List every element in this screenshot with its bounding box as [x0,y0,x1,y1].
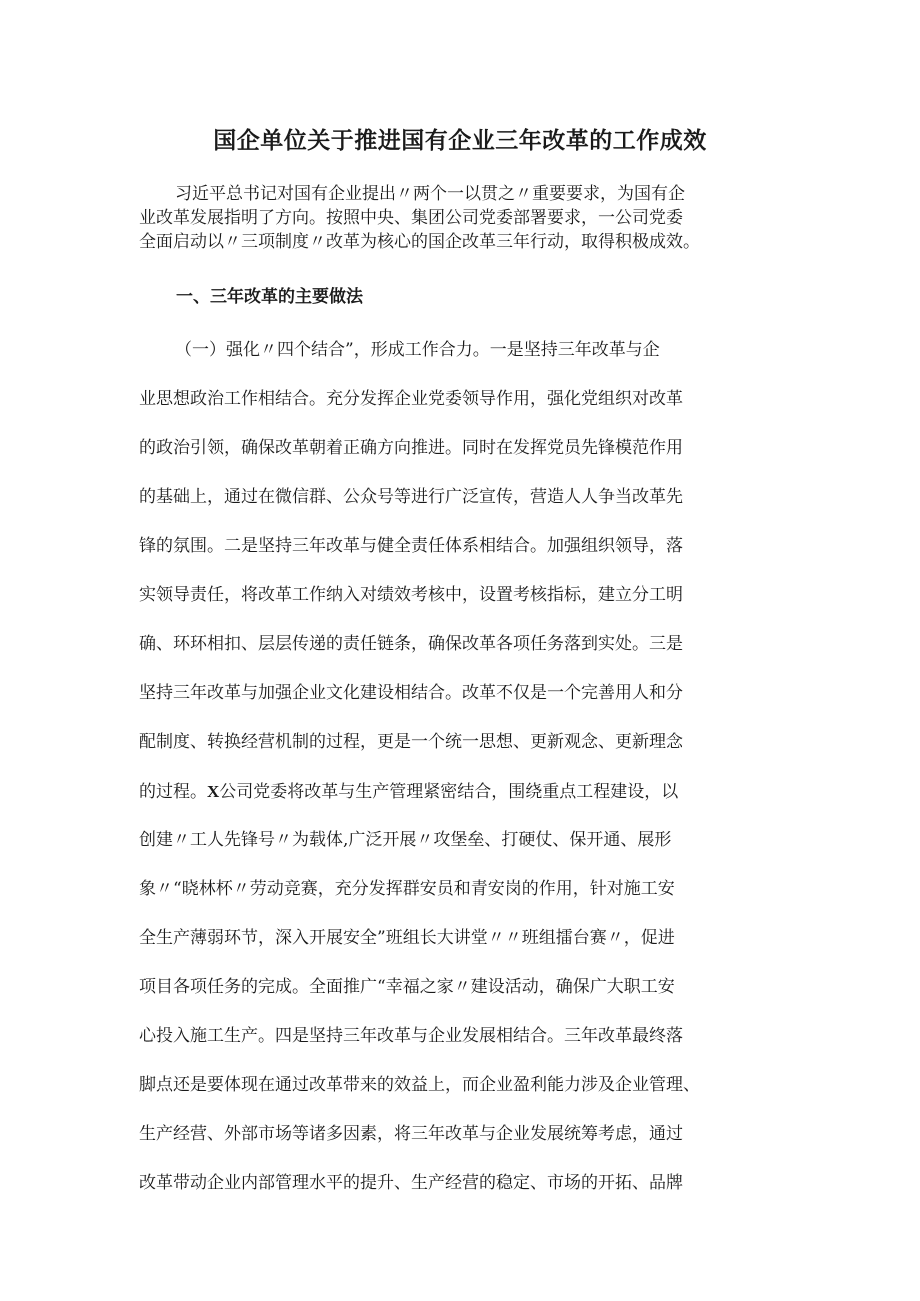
intro-line: 习近平总书记对国有企业提出〃两个一以贯之〃重要要求，为国有企 [175,184,685,204]
body-line: 的政治引领，确保改革朝着正确方向推进。同时在发挥党员先锋模范作用 [139,438,683,458]
body-line: 业思想政治工作相结合。充分发挥企业党委领导作用，强化党组织对改革 [139,389,683,409]
intro-line: 业改革发展指明了方向。按照中央、集团公司党委部署要求，一公司党委 [139,208,683,228]
body-line-mixed [139,767,811,816]
body-line: 项目各项任务的完成。全面推广“幸福之家〃建设活动，确保广大职工安 [139,977,675,997]
body-line: （一）强化〃四个结合”，形成工作合力。一是坚持三年改革与企 [175,340,660,360]
body-line: 心投入施工生产。四是坚持三年改革与企业发展相结合。三年改革最终落 [139,1026,683,1046]
intro-paragraph [139,182,799,254]
body-line: 生产经营、外部市场等诸多因素，将三年改革与企业发展统筹考虑，通过 [139,1124,683,1144]
body-line: 全生产薄弱环节，深入开展安全”班组长大讲堂〃〃班组擂台赛〃，促进 [139,928,675,948]
body-line-part: 的过程。 [139,782,207,802]
body-line: 坚持三年改革与加强企业文化建设相结合。改革不仅是一个完善用人和分 [139,683,683,703]
body-line: 确、环环相扣、层层传递的责任链条，确保改革各项任务落到实处。三是 [139,634,683,654]
body-paragraph [139,326,811,1208]
body-line: 配制度、转换经营机制的过程，更是一个统一思想、更新观念、更新理念 [139,732,683,752]
body-line: 实领导责任，将改革工作纳入对绩效考核中，设置考核指标，建立分工明 [139,585,683,605]
company-initial: X [207,782,220,801]
body-line: 的基础上，通过在微信群、公众号等进行广泛宣传，营造人人争当改革先 [139,487,683,507]
body-line: 改革带动企业内部管理水平的提升、生产经营的稳定、市场的开拓、品牌 [139,1173,683,1193]
body-line: 创建〃工人先锋号〃为载体,广泛开展〃攻堡垒、打硬仗、保开通、展形 [139,830,672,850]
body-line: 脚点还是要体现在通过改革带来的效益上，而企业盈利能力涉及企业管理、 [139,1075,700,1095]
document-title: 国企单位关于推进国有企业三年改革的工作成效 [213,128,707,154]
section-heading: 一、三年改革的主要做法 [176,287,363,307]
body-line-part: 公司党委将改革与生产管理紧密结合，围绕重点工程建设，以 [219,782,679,802]
intro-line: 全面启动以〃三项制度〃改革为核心的国企改革三年行动，取得积极成效。 [139,232,700,252]
body-line: 象〃“晓林杯〃劳动竞赛，充分发挥群安员和青安岗的作用，针对施工安 [139,879,675,899]
body-line: 锋的氛围。二是坚持三年改革与健全责任体系相结合。加强组织领导，落 [139,536,683,556]
